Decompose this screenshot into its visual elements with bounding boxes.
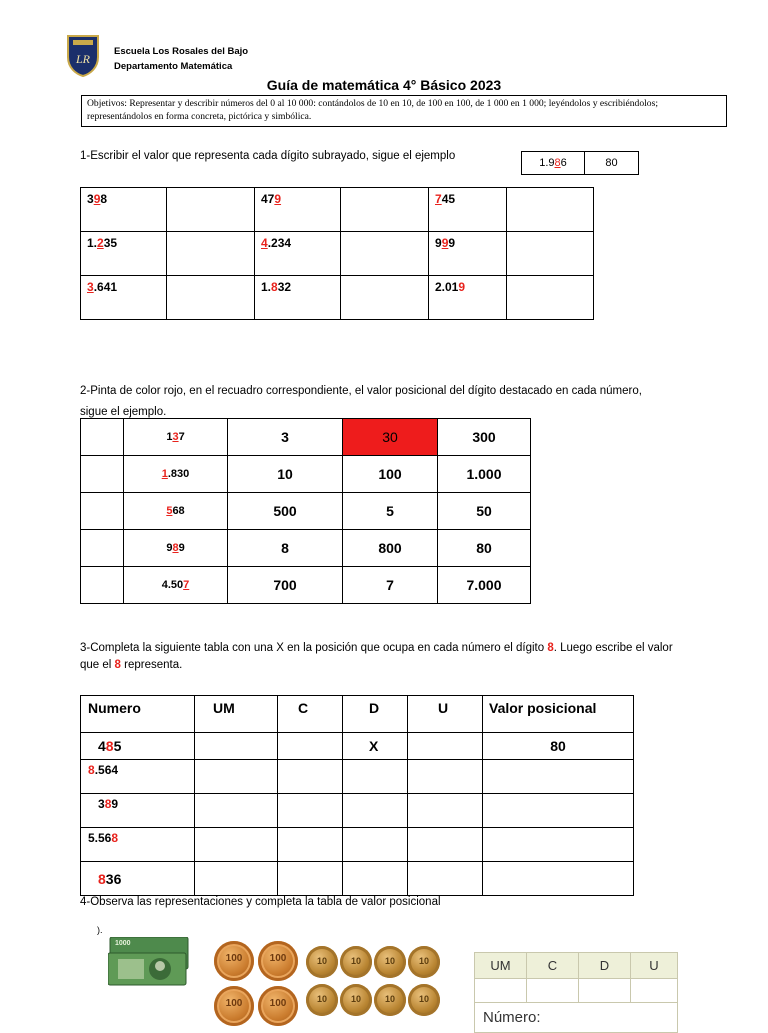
coin-10-icon bbox=[374, 946, 406, 978]
d-cell[interactable]: X bbox=[343, 733, 408, 760]
table-header-row bbox=[81, 696, 634, 733]
number-cell: 1.830 bbox=[124, 456, 228, 493]
value-cell[interactable] bbox=[483, 760, 634, 794]
table-row bbox=[81, 276, 594, 320]
coin-10-icon bbox=[374, 984, 406, 1016]
section1-table bbox=[80, 187, 594, 320]
department-name: Departamento Matemática bbox=[114, 61, 233, 72]
number-cell: 989 bbox=[124, 530, 228, 567]
banknote-label: 1000 bbox=[115, 940, 131, 947]
answer-cell[interactable] bbox=[507, 188, 594, 232]
number-cell: 389 bbox=[81, 794, 195, 828]
header-um: UM bbox=[475, 953, 527, 979]
coin-10-icon bbox=[306, 984, 338, 1016]
coin-10-icon bbox=[408, 984, 440, 1016]
number-cell: 4.507 bbox=[124, 567, 228, 604]
section4-place-value-table bbox=[474, 952, 678, 1033]
c-cell[interactable] bbox=[278, 828, 343, 862]
option-cell[interactable]: 700 bbox=[228, 567, 343, 604]
blank-cell bbox=[81, 567, 124, 604]
value-cell[interactable] bbox=[483, 794, 634, 828]
c-cell[interactable] bbox=[278, 794, 343, 828]
option-cell[interactable]: 8 bbox=[228, 530, 343, 567]
header-c: C bbox=[278, 696, 343, 733]
coin-100-icon bbox=[214, 941, 254, 981]
value-cell[interactable] bbox=[483, 828, 634, 862]
number-cell: 999 bbox=[429, 232, 507, 276]
u-cell[interactable] bbox=[408, 760, 483, 794]
header-numero: Numero bbox=[81, 696, 195, 733]
answer-cell[interactable] bbox=[167, 276, 255, 320]
c-cell[interactable] bbox=[527, 979, 579, 1003]
answer-cell[interactable] bbox=[341, 232, 429, 276]
option-cell-highlighted[interactable]: 30 bbox=[343, 419, 438, 456]
coin-10-icon bbox=[408, 946, 440, 978]
um-cell[interactable] bbox=[195, 794, 278, 828]
header-c: C bbox=[527, 953, 579, 979]
number-cell: 479 bbox=[255, 188, 341, 232]
svg-text:LR: LR bbox=[75, 52, 91, 66]
school-name: Escuela Los Rosales del Bajo bbox=[114, 46, 249, 57]
u-cell[interactable] bbox=[408, 733, 483, 760]
number-cell: 398 bbox=[81, 188, 167, 232]
header-valor-posicional: Valor posicional bbox=[483, 696, 634, 733]
coin-10-icon bbox=[306, 946, 338, 978]
table-header-row bbox=[475, 953, 678, 979]
table-row bbox=[81, 760, 634, 794]
objectives-box bbox=[81, 95, 727, 127]
table-row bbox=[81, 188, 594, 232]
header-d: D bbox=[579, 953, 631, 979]
answer-cell[interactable] bbox=[341, 276, 429, 320]
table-row bbox=[81, 733, 634, 760]
table-row bbox=[81, 530, 531, 567]
table-row bbox=[81, 567, 531, 604]
section4-instruction: 4-Observa las representaciones y completa la tabla de valor posicional bbox=[80, 896, 441, 908]
example-box bbox=[521, 151, 639, 175]
number-cell: 5.568 bbox=[81, 828, 195, 862]
d-cell[interactable] bbox=[343, 794, 408, 828]
um-cell[interactable] bbox=[195, 760, 278, 794]
section1-instruction: 1-Escribir el valor que representa cada dígito subrayado, sigue el ejemplo bbox=[80, 150, 456, 162]
number-cell: 137 bbox=[124, 419, 228, 456]
um-cell[interactable] bbox=[195, 862, 278, 896]
d-cell[interactable] bbox=[579, 979, 631, 1003]
coin-10-icon bbox=[340, 984, 372, 1016]
table-row bbox=[81, 493, 531, 530]
answer-cell[interactable] bbox=[507, 232, 594, 276]
option-cell[interactable]: 7.000 bbox=[438, 567, 531, 604]
value-cell[interactable] bbox=[483, 862, 634, 896]
table-row bbox=[475, 979, 678, 1003]
answer-cell[interactable] bbox=[167, 232, 255, 276]
option-cell[interactable]: 1.000 bbox=[438, 456, 531, 493]
d-cell[interactable] bbox=[343, 862, 408, 896]
c-cell[interactable] bbox=[278, 862, 343, 896]
coin-10-icon bbox=[340, 946, 372, 978]
number-cell: 8.564 bbox=[81, 760, 195, 794]
school-crest bbox=[66, 33, 100, 77]
header-u: U bbox=[631, 953, 678, 979]
u-cell[interactable] bbox=[631, 979, 678, 1003]
answer-cell[interactable] bbox=[167, 188, 255, 232]
option-cell[interactable]: 3 bbox=[228, 419, 343, 456]
coin-100-icon bbox=[258, 986, 298, 1026]
um-cell[interactable] bbox=[195, 828, 278, 862]
item-marker: ). bbox=[97, 925, 103, 935]
number-cell: 568 bbox=[124, 493, 228, 530]
header-um: UM bbox=[195, 696, 278, 733]
blank-cell bbox=[81, 456, 124, 493]
table-row bbox=[81, 419, 531, 456]
option-cell[interactable]: 10 bbox=[228, 456, 343, 493]
number-cell: 3.641 bbox=[81, 276, 167, 320]
option-cell[interactable]: 50 bbox=[438, 493, 531, 530]
number-field[interactable] bbox=[475, 1003, 678, 1033]
header-d: D bbox=[343, 696, 408, 733]
option-cell[interactable]: 800 bbox=[343, 530, 438, 567]
section3-instruction: 3-Completa la siguiente tabla con una X en la posición que ocupa en cada número el dígito 8. Luego escribe el valor que el 8 representa. bbox=[80, 642, 673, 671]
um-cell[interactable] bbox=[195, 733, 278, 760]
table-row bbox=[81, 794, 634, 828]
c-cell[interactable] bbox=[278, 760, 343, 794]
section3-table bbox=[80, 695, 634, 896]
answer-cell[interactable] bbox=[507, 276, 594, 320]
number-cell: 485 bbox=[81, 733, 195, 760]
blank-cell bbox=[81, 419, 124, 456]
c-cell[interactable] bbox=[278, 733, 343, 760]
d-cell[interactable] bbox=[343, 828, 408, 862]
number-cell: 745 bbox=[429, 188, 507, 232]
number-cell: 836 bbox=[81, 862, 195, 896]
number-cell: 4.234 bbox=[255, 232, 341, 276]
u-cell[interactable] bbox=[408, 862, 483, 896]
blank-cell bbox=[81, 530, 124, 567]
option-cell[interactable]: 500 bbox=[228, 493, 343, 530]
table-row bbox=[81, 456, 531, 493]
blank-cell bbox=[81, 493, 124, 530]
objectives-text: Objetivos: Representar y describir números del 0 al 10 000: contándolos de 10 en 10, de 100 en 100, de 1 000 en 1 000; leyéndolos y escribiéndolos; representándolos en forma concreta, pictórica y simbólica. bbox=[87, 98, 658, 122]
number-label: Número: bbox=[483, 1009, 541, 1026]
option-cell[interactable]: 7 bbox=[343, 567, 438, 604]
option-cell[interactable]: 300 bbox=[438, 419, 531, 456]
header-u: U bbox=[408, 696, 483, 733]
table-row bbox=[81, 828, 634, 862]
section2-table bbox=[80, 418, 531, 604]
example-number: 1.986 bbox=[522, 152, 585, 175]
table-row bbox=[81, 862, 634, 896]
um-cell[interactable] bbox=[475, 979, 527, 1003]
table-row bbox=[475, 1003, 678, 1033]
value-cell[interactable]: 80 bbox=[483, 733, 634, 760]
coin-100-icon bbox=[214, 986, 254, 1026]
number-cell: 1.832 bbox=[255, 276, 341, 320]
u-cell[interactable] bbox=[408, 794, 483, 828]
d-cell[interactable] bbox=[343, 760, 408, 794]
number-cell: 2.019 bbox=[429, 276, 507, 320]
table-row bbox=[81, 232, 594, 276]
page-title: Guía de matemática 4° Básico 2023 bbox=[266, 77, 502, 93]
coin-100-icon bbox=[258, 941, 298, 981]
u-cell[interactable] bbox=[408, 828, 483, 862]
option-cell[interactable]: 80 bbox=[438, 530, 531, 567]
example-value: 80 bbox=[585, 152, 639, 175]
option-cell[interactable]: 5 bbox=[343, 493, 438, 530]
number-cell: 1.235 bbox=[81, 232, 167, 276]
section2-instruction: 2-Pinta de color rojo, en el recuadro correspondiente, el valor posicional del dígito destacado en cada número, sigue el ejemplo. bbox=[80, 385, 642, 418]
answer-cell[interactable] bbox=[341, 188, 429, 232]
option-cell[interactable]: 100 bbox=[343, 456, 438, 493]
